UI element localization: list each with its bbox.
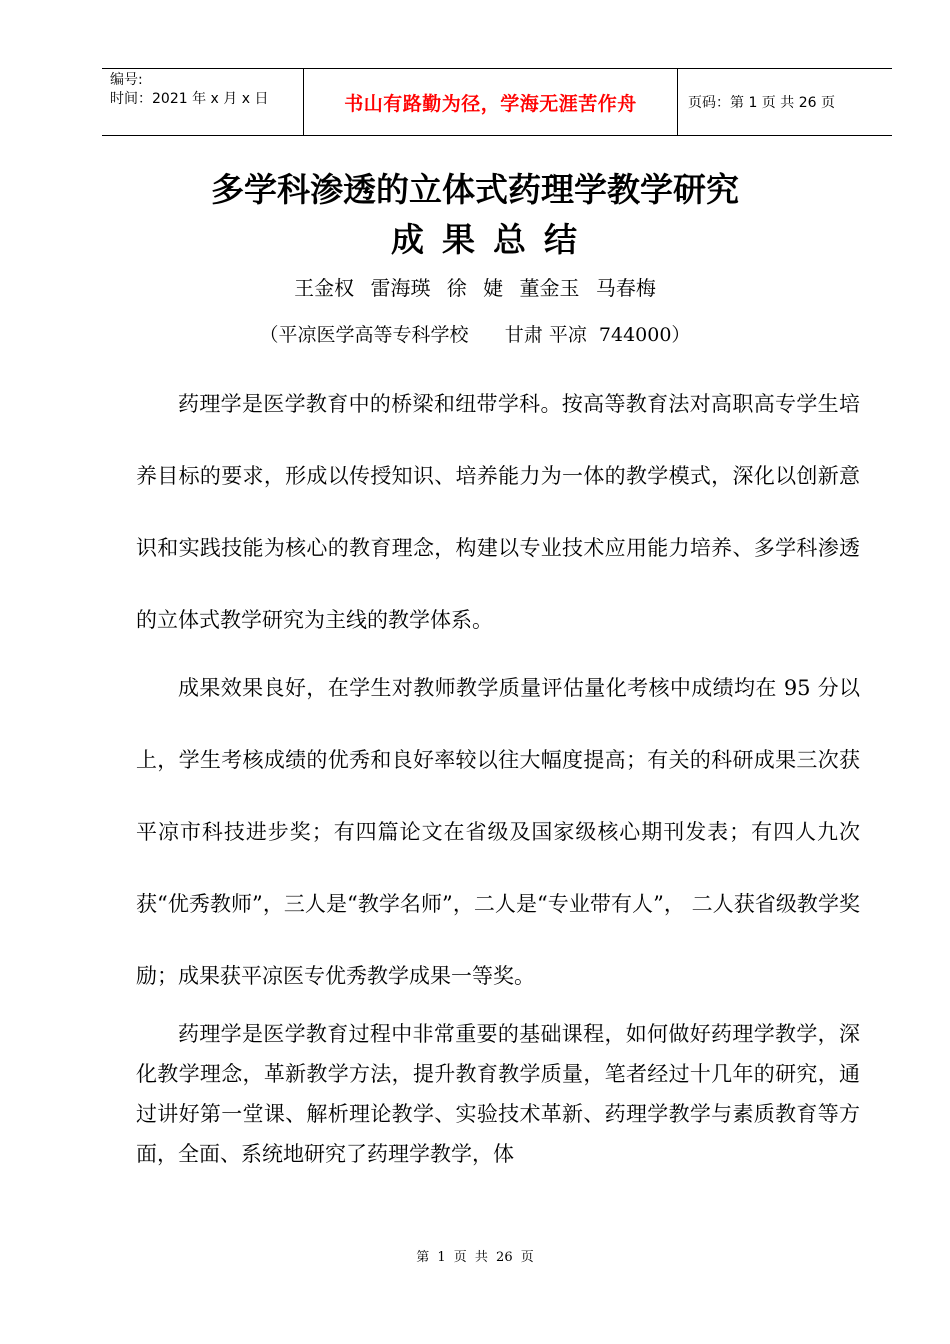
number-label: 编号: [110, 72, 143, 88]
document-title: 多学科渗透的立体式药理学教学研究 [211, 170, 739, 209]
page-code: 页码：第 1 页 共 26 页 [688, 95, 835, 111]
header-page-cell [678, 69, 892, 135]
motto-text: 书山有路勤为径，学海无涯苦作舟 [344, 92, 637, 115]
paragraph-3: 药理学是医学教育过程中非常重要的基础课程，如何做好药理学教学，深化教学理念，革新教学方法，提升教育教学质量，笔者经过十几年的研究，通过讲好第一堂课、解析理论教学、实验技术革新、药理学教学与素质教育等方面，全面、系统地研究了药理学教学，体 [136, 1022, 860, 1166]
header-motto-cell [304, 69, 678, 135]
header-table [102, 68, 892, 136]
authors: 王金权 雷海瑛 徐 婕 董金玉 马春梅 [294, 276, 656, 300]
document-subtitle: 成果总结 [391, 220, 595, 259]
paragraph-1: 药理学是医学教育中的桥梁和纽带学科。按高等教育法对高职高专学生培养目标的要求，形成以传授知识、培养能力为一体的教学模式，深化以创新意识和实践技能为核心的教育理念，构建以专业技术应用能力培养、多学科渗透的立体式教学研究为主线的教学体系。 [136, 392, 860, 632]
paragraph-2: 成果效果良好，在学生对教师教学质量评估量化考核中成绩均在 95 分以上，学生考核成绩的优秀和良好率较以往大幅度提高；有关的科研成果三次获平凉市科技进步奖；有四篇论文在省级及国家级核心期刊发表；有四人九次获“优秀教师”，三人是“教学名师”，二人是“专业带有人”， 二人获省级教学奖励；成果获平凉医专优秀教学成果一等奖。 [136, 676, 860, 988]
header-meta [102, 69, 304, 135]
time-label: 时间：2021 年 x 月 x 日 [110, 91, 269, 107]
page-footer: 第 1 页 共 26 页 [416, 1250, 534, 1265]
affiliation: （平凉医学高等专科学校 甘肃 平凉 744000） [259, 324, 691, 346]
